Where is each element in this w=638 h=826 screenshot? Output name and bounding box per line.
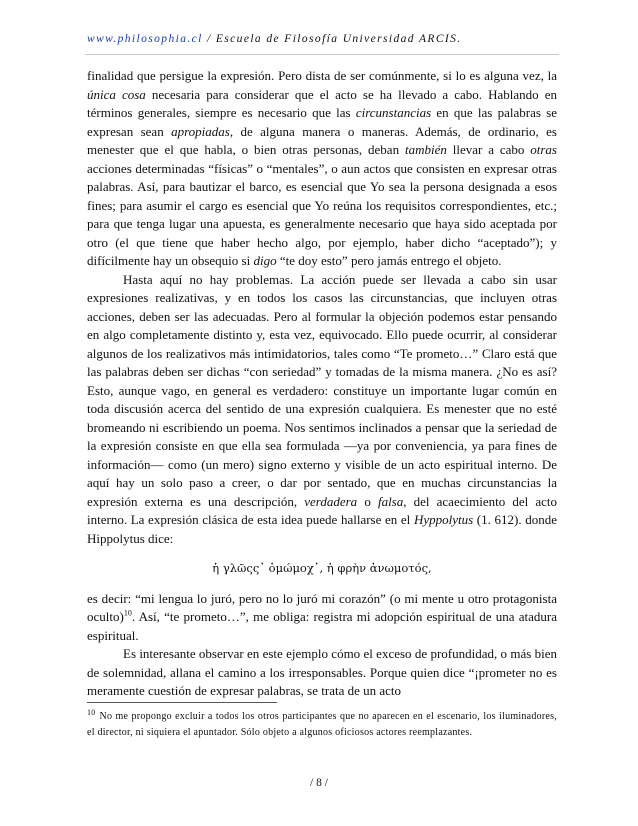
paragraph-4: Es interesante observar en este ejemplo cómo el exceso de profundidad, o más bien de solemnidad, allana el camino a los irresponsables. Porque quien dice “¡prometer no es meramente cuestión de expresar palabras, se trata de un acto	[87, 646, 557, 698]
footnote-number: 10	[87, 707, 96, 717]
footnote-text: No me propongo excluir a todos los otros participantes que no aparecen en el escenario, los iluminadores, el director, ni siquiera el apuntador. Sólo objeto a algunos oficiosos actores reemplazantes.	[87, 711, 557, 738]
header-separator: /	[202, 33, 216, 45]
footnote-ref[interactable]: 10	[123, 608, 132, 618]
footnote-divider	[87, 702, 277, 703]
paragraph-2: Hasta aquí no hay problemas. La acción puede ser llevada a cabo sin usar expresiones realizativas, y en todos los casos las circunstancias, que incluyen otras acciones, deben ser las adecuadas. Pero al formular la objeción podemos estar pensando en algo completamente distinto y, esta vez, equivocado. Ello puede ocurrir, al considerar algunos de los realizativos más intimidatorios, tales como “Te prometo…” Claro está que las palabras deben ser dichas “con seriedad” y tomadas de la misma manera. ¿No es así? Esto, aunque vago, en general es verdadero: constituye un importante lugar común en toda discusión acerca del sentido de una expresión cualquiera. Es menester que no esté bromeando ni escribiendo un poema. Nos sentimos inclinados a pensar que la seriedad de la expresión consiste en que ella sea formulada —ya por conveniencia, ya para fines de información— como (un mero) signo externo y visible de un acto espiritual interno. De aquí hay un solo paso a creer, o dar por sentado, que en muchas circunstancias la expresión externa es una descripción, verdadera o falsa, del acaecimiento del acto interno. La expresión clásica de esta idea puede hallarse en el Hyppolytus (1. 612). donde Hippolytus dice:	[87, 271, 558, 546]
footnote	[87, 709, 557, 741]
header-school: Escuela de Filosofía Universidad ARCIS.	[215, 33, 462, 45]
header-divider	[85, 54, 559, 55]
running-header	[87, 33, 557, 45]
page-number: / 8 /	[310, 777, 328, 789]
site-link[interactable]: www.philosophia.cl	[87, 33, 203, 45]
greek-quote: ἡ γλῶςς᾽ ὀμώμοχ᾽, ἡ φρὴν ἀνωμοτός,	[212, 561, 432, 575]
paragraph-1: finalidad que persigue la expresión. Pero dista de ser comúnmente, si lo es alguna vez, la única cosa necesaria para considerar que el acto se ha llevado a cabo. Hablando en términos generales, siempre es necesario que las circunstancias en que las palabras se expresan sean apropiadas, de alguna manera o maneras. Además, de ordinario, es menester que el que habla, o bien otras personas, deban también llevar a cabo otras acciones determinadas “físicas” o “mentales”, o aun actos que consisten en expresar otras palabras. Así, para bautizar el barco, es esencial que Yo sea la persona designada a esos fines; para asumir el cargo es esencial que Yo reúna los requisitos correspondientes, etc.; para que tenga lugar una apuesta, es generalmente necesario que haya sido aceptada por otro (el que tiene que haber hecho algo, por ejemplo, haber dicho “aceptado”); y difícilmente hay un obsequio si digo “te doy esto” pero jamás entrego el objeto.	[87, 68, 557, 268]
paragraph-3: es decir: “mi lengua lo juró, pero no lo juró mi corazón” (o mi mente u otro protagonista oculto)$^{10}$. Así, “te prometo…”, me obliga: registra mi adopción espiritual de una atadura espiritual.	[87, 590, 557, 643]
page-body	[87, 67, 557, 701]
